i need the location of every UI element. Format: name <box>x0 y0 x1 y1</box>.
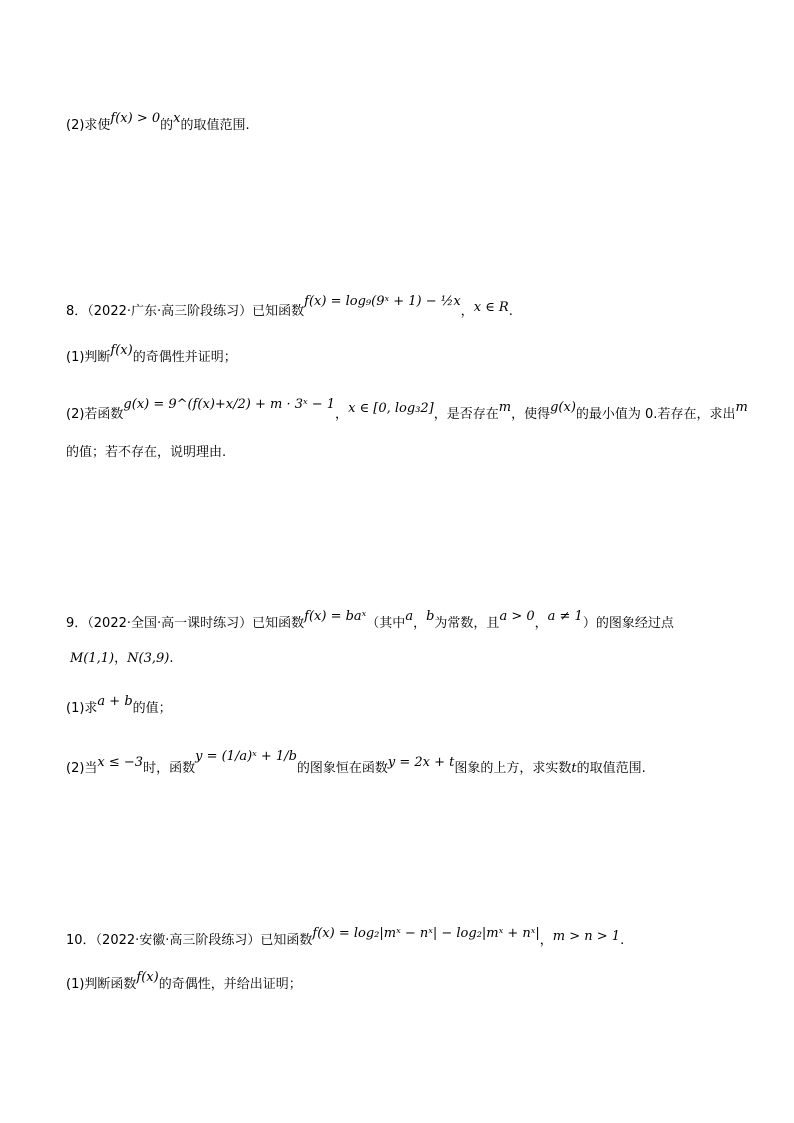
q8-intro: 已知函数 <box>252 304 305 319</box>
q8-var-m: m <box>498 400 512 415</box>
q7-part2 <box>66 111 250 135</box>
q8-end: . <box>508 304 513 319</box>
q7-part2-mid: 的 <box>160 118 174 133</box>
q8-part1-tail: 的奇偶性并证明； <box>132 350 237 365</box>
q9-part2 <box>66 749 646 778</box>
q8-part2-mid3: 的最小值为 0.若存在，求出 <box>575 407 736 422</box>
q8-part1-expr: f(x) <box>110 343 133 358</box>
q9-comma1: ， <box>413 616 427 631</box>
q9-stem-line2 <box>70 650 174 668</box>
q8-source: （2022·广东·高三阶段练习） <box>87 304 253 319</box>
q9-comma2: ， <box>534 616 548 631</box>
q8-part2-line2-text: 的值；若不存在，说明理由. <box>66 445 227 460</box>
q9-part1-tail: 的值； <box>132 701 172 716</box>
q8-g-of-x: g(x) <box>550 400 576 415</box>
q8-part2-label: (2)若函数 <box>66 407 124 422</box>
q9-part2-mid3: 图象的上方，求实数 <box>454 761 572 776</box>
q8-part2 <box>66 397 748 424</box>
q9-intro: 已知函数 <box>252 616 305 631</box>
q7-part2-expr: f(x) > 0 <box>110 111 161 126</box>
q9-var-t: t <box>571 761 577 776</box>
q8-part2-mid2: ，使得 <box>511 407 551 422</box>
q10-stem <box>66 926 625 950</box>
q10-part1-tail: 的奇偶性，并给出证明； <box>158 977 302 992</box>
q7-part2-label: (2)求使 <box>66 118 111 133</box>
q8-stem <box>66 294 513 321</box>
q9-number: 9． <box>66 616 88 631</box>
q10-number: 10． <box>66 933 96 948</box>
q9-var-b: b <box>426 609 435 624</box>
q9-part2-mid2: 的图象恒在函数 <box>296 761 388 776</box>
q8-function-g: g(x) = 9^(f(x)+x/2) + m · 3ˣ − 1 <box>123 397 336 412</box>
q8-interval: x ∈ [0, log₃2] <box>348 401 434 416</box>
q9-function-1: y = (1/a)ˣ + 1/b <box>195 749 297 764</box>
q10-part1 <box>66 970 302 994</box>
q9-point-M: M(1,1) <box>70 651 115 666</box>
q9-comma3: ， <box>114 651 128 666</box>
q10-intro: 已知函数 <box>260 933 313 948</box>
q10-comma: ， <box>539 933 553 948</box>
q7-part2-var: x <box>173 111 181 126</box>
q9-function-2: y = 2x + t <box>387 755 455 770</box>
q8-part2-mid1: ，是否存在 <box>433 407 499 422</box>
q9-tail: ）的图象经过点 <box>582 616 674 631</box>
q9-part1-label: (1)求 <box>66 701 98 716</box>
q8-var-m2: m <box>735 400 748 415</box>
q9-part1-expr: a + b <box>97 694 133 709</box>
q10-part1-expr: f(x) <box>136 970 159 985</box>
q9-cond1: a > 0 <box>499 609 535 624</box>
q9-part2-label: (2)当 <box>66 761 98 776</box>
q8-comma: ， <box>460 304 474 319</box>
q7-part2-tail: 的取值范围. <box>180 118 250 133</box>
q8-number: 8． <box>66 304 88 319</box>
q8-function-f: f(x) = log₉(9ˣ + 1) − ½x <box>304 294 461 309</box>
q9-part2-mid1: 时，函数 <box>143 761 196 776</box>
q9-function-f: f(x) = baˣ <box>304 609 367 624</box>
q9-cond2: a ≠ 1 <box>547 609 583 624</box>
q8-part1 <box>66 343 237 367</box>
q9-point-N: N(3,9) <box>127 651 170 666</box>
q8-part1-label: (1)判断 <box>66 350 111 365</box>
q9-stem <box>66 609 674 633</box>
q10-function-f: f(x) = log₂|mˣ − nˣ| − log₂|mˣ + nˣ| <box>312 926 540 941</box>
q10-end: . <box>620 933 625 948</box>
q9-end: . <box>169 651 174 666</box>
q10-part1-label: (1)判断函数 <box>66 977 137 992</box>
q10-cond: m > n > 1 <box>552 929 621 944</box>
q9-part2-tail: 的取值范围. <box>576 761 646 776</box>
q8-domain: x ∈ R <box>473 300 509 315</box>
q9-var-a: a <box>405 609 414 624</box>
q10-source: （2022·安徽·高三阶段练习） <box>95 933 261 948</box>
q9-paren1: （其中 <box>366 616 406 631</box>
q8-part2-comma: ， <box>335 407 349 422</box>
q9-source: （2022·全国·高一课时练习） <box>87 616 253 631</box>
q9-part1 <box>66 694 172 718</box>
q9-mid: 为常数，且 <box>434 616 500 631</box>
q9-cond: x ≤ −3 <box>97 755 144 770</box>
q8-part2-line2 <box>66 444 226 462</box>
